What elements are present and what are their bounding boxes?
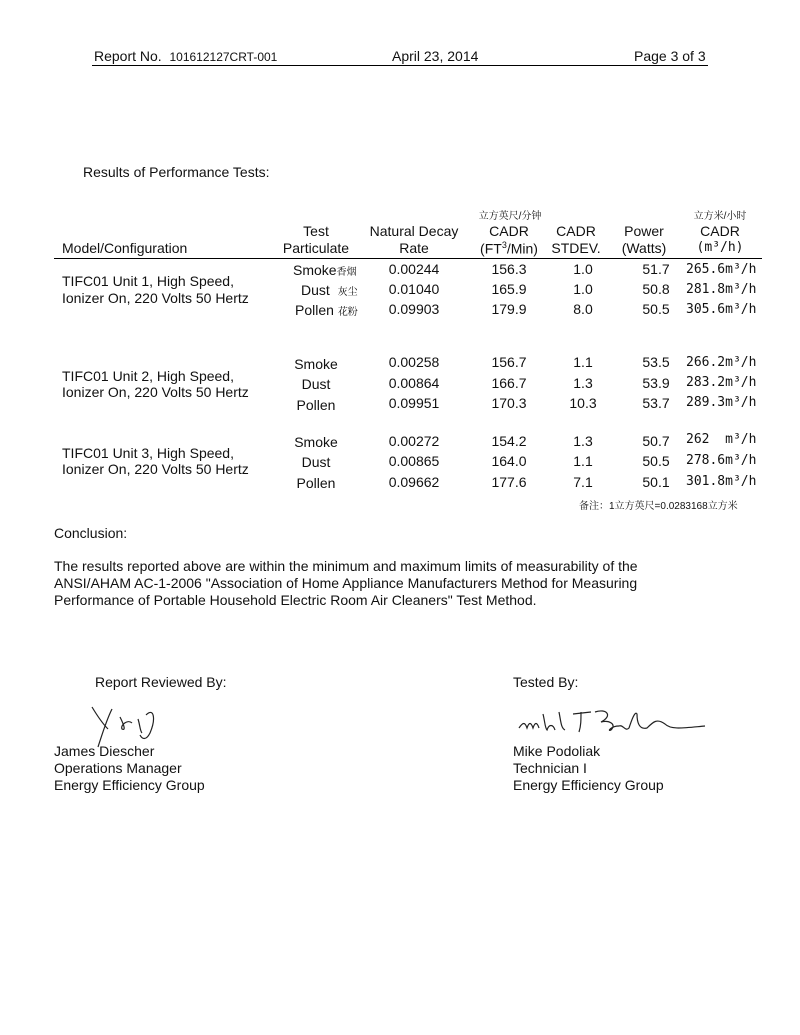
group3-row3-stdev: 7.1 [573,474,593,490]
col-test-line1: Test [303,223,329,239]
col-cadr-m-line1: CADR [700,223,740,239]
group2-row1-cadr: 156.7 [491,354,527,370]
header-rule [92,65,708,66]
group2-row1-cadr-m: 266.2m³/h [686,355,757,370]
group1-row2-decay: 0.01040 [388,281,440,297]
conclusion-line1: The results reported above are within the minimum and maximum limits of measurability of the [54,558,638,574]
reviewer-name: James Diescher [54,743,155,759]
col-cadr-unit-b: /Min) [506,240,538,257]
report-number-label: Report No. [94,48,162,64]
group1-row1-cadr-m: 265.6m³/h [686,262,757,277]
group1-row3-decay: 0.09903 [388,301,440,317]
group2-row3-decay: 0.09951 [388,395,440,411]
particulate-cn-label: 香烟 [336,267,357,278]
group3-model-line1: TIFC01 Unit 3, High Speed, [62,445,234,461]
cn-header-ft: 立方英尺/分钟 [478,211,542,222]
group2-row3-stdev: 10.3 [569,395,597,411]
col-power-line1: Power [624,223,664,239]
col-cadr-line2 [480,240,538,257]
conclusion-line2: ANSI/AHAM AC-1-2006 "Association of Home Appliance Manufacturers Method for Measuring [54,575,638,591]
group2-row1-power: 53.5 [642,354,670,370]
group1-row3-particulate [295,302,358,318]
tester-group: Energy Efficiency Group [513,777,664,793]
group3-row3-cadr: 177.6 [491,474,527,490]
group2-model-line2: Ionizer On, 220 Volts 50 Hertz [62,384,249,400]
group1-row1-particulate [293,262,357,278]
group1-row3-stdev: 8.0 [573,301,593,317]
reviewer-group: Energy Efficiency Group [54,777,205,793]
particulate-cn-label: 灰尘 [337,287,358,298]
group2-row2-particulate: Dust [301,376,331,392]
report-date: April 23, 2014 [392,48,479,64]
group3-row3-decay: 0.09662 [388,474,440,490]
group2-row3-particulate: Pollen [296,397,336,413]
group2-row2-cadr: 166.7 [491,375,527,391]
group3-row1-cadr-m: 262 m³/h [686,432,757,447]
col-cadr-m-line2: (m³/h) [696,240,744,255]
group1-row2-power: 50.8 [642,281,670,297]
group2-row2-power: 53.9 [642,375,670,391]
group2-row2-cadr-m: 283.2m³/h [686,375,757,390]
group1-row1-cadr: 156.3 [491,261,527,277]
col-stdev-line1: CADR [556,223,596,239]
group3-row1-particulate: Smoke [294,434,338,450]
group2-row2-stdev: 1.3 [573,375,593,391]
col-cadr-unit-a: (FT [480,240,502,257]
reviewer-title: Operations Manager [54,760,182,776]
col-decay-line2: Rate [399,240,429,256]
col-stdev-line2: STDEV. [551,240,601,256]
tester-signature [515,700,715,740]
group1-row1-stdev: 1.0 [573,261,593,277]
particulate-cn-label: 花粉 [337,307,358,318]
tester-title: Technician I [513,760,587,776]
group2-row3-cadr-m: 289.3m³/h [686,395,757,410]
group1-model-line1: TIFC01 Unit 1, High Speed, [62,273,234,289]
group3-row3-cadr-m: 301.8m³/h [686,474,757,489]
group3-row3-particulate: Pollen [296,475,336,491]
group1-row2-cadr: 165.9 [491,281,527,297]
reviewer-signature [80,695,170,750]
group3-row2-cadr-m: 278.6m³/h [686,453,757,468]
group1-row3-power: 50.5 [642,301,670,317]
group1-row3-cadr-m: 305.6m³/h [686,302,757,317]
group3-row2-power: 50.5 [642,453,670,469]
group2-row1-decay: 0.00258 [388,354,440,370]
report-number [94,48,277,64]
reviewed-by-label: Report Reviewed By: [95,674,227,690]
conclusion-line3: Performance of Portable Household Electric Room Air Cleaners" Test Method. [54,592,537,608]
group3-row1-power: 50.7 [642,433,670,449]
group1-row2-particulate [301,282,358,298]
group2-row2-decay: 0.00864 [388,375,440,391]
table-header-rule [54,258,762,259]
table-note: 备注：1立方英尺=0.0283168立方米 [579,501,738,512]
group3-row1-decay: 0.00272 [388,433,440,449]
page-number: Page 3 of 3 [634,48,706,64]
particulate-label: Dust [301,282,330,298]
group3-model-line2: Ionizer On, 220 Volts 50 Hertz [62,461,249,477]
group3-row2-particulate: Dust [301,454,331,470]
report-number-value: 101612127CRT-001 [169,50,278,64]
group3-row2-stdev: 1.1 [573,453,593,469]
particulate-label: Smoke [293,262,337,278]
group2-model-line1: TIFC01 Unit 2, High Speed, [62,368,234,384]
conclusion-title: Conclusion: [54,525,128,541]
particulate-label: Pollen [295,302,334,318]
col-cadr-unit-sup: 3 [501,240,507,250]
group1-row1-power: 51.7 [642,261,670,277]
group2-row3-cadr: 170.3 [491,395,527,411]
section-title: Results of Performance Tests: [83,164,270,180]
group1-row2-cadr-m: 281.8m³/h [686,282,757,297]
cn-header-m: 立方米/小时 [693,211,747,222]
tested-by-label: Tested By: [513,674,579,690]
group2-row3-power: 53.7 [642,395,670,411]
group3-row3-power: 50.1 [642,474,670,490]
group3-row2-cadr: 164.0 [491,453,527,469]
group2-row1-stdev: 1.1 [573,354,593,370]
col-cadr-line1: CADR [489,223,529,239]
tester-name: Mike Podoliak [513,743,601,759]
group2-row1-particulate: Smoke [294,356,338,372]
col-power-line2: (Watts) [621,240,667,256]
group1-model-line2: Ionizer On, 220 Volts 50 Hertz [62,290,249,306]
group1-row3-cadr: 179.9 [491,301,527,317]
col-test-line2: Particulate [282,240,350,256]
col-model: Model/Configuration [62,240,188,256]
group1-row1-decay: 0.00244 [388,261,440,277]
group3-row2-decay: 0.00865 [388,453,440,469]
group1-row2-stdev: 1.0 [573,281,593,297]
group3-row1-stdev: 1.3 [573,433,593,449]
group3-row1-cadr: 154.2 [491,433,527,449]
col-decay-line1: Natural Decay [369,223,459,239]
